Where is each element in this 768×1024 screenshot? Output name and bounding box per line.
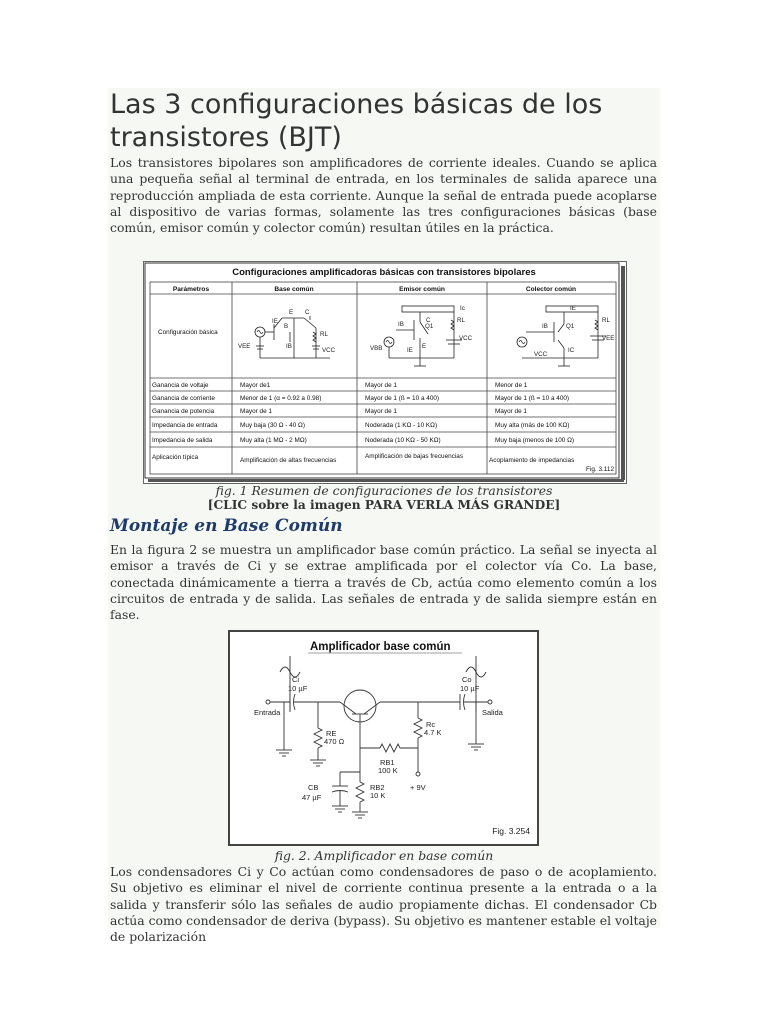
svg-text:Mayor de 1: Mayor de 1 xyxy=(495,408,527,415)
svg-text:Muy alta (más de 100 KΩ): Muy alta (más de 100 KΩ) xyxy=(495,422,570,429)
svg-text:IB: IB xyxy=(398,321,404,328)
svg-text:Ganancia de potencia: Ganancia de potencia xyxy=(152,408,215,415)
label-co-value: 10 µF xyxy=(460,684,480,693)
svg-text:C: C xyxy=(426,317,431,324)
svg-text:IC: IC xyxy=(568,347,575,354)
svg-text:E: E xyxy=(422,343,427,350)
svg-text:VCC: VCC xyxy=(459,335,473,342)
label-cb: CB xyxy=(308,783,319,792)
svg-text:Acoplamiento de impedancias: Acoplamiento de impedancias xyxy=(489,457,575,464)
fig2-number: Fig. 3.254 xyxy=(492,826,530,836)
fig1-number: Fig. 3.112 xyxy=(586,466,614,473)
svg-text:Mayor de 1: Mayor de 1 xyxy=(240,408,272,415)
svg-text:Impedancia de entrada: Impedancia de entrada xyxy=(152,422,218,429)
label-re: RE xyxy=(326,729,337,738)
label-vcc: + 9V xyxy=(410,783,426,792)
svg-text:Noderada (10 KΩ - 50 KΩ): Noderada (10 KΩ - 50 KΩ) xyxy=(365,437,441,444)
svg-text:VEE: VEE xyxy=(238,343,251,350)
figure-2-circuit-image[interactable] xyxy=(228,630,539,846)
svg-text:Amplificación de altas frecuen: Amplificación de altas frecuencias xyxy=(240,457,337,464)
header-emisor-comun: Emisor común xyxy=(399,286,445,293)
label-rb2: RB2 xyxy=(370,783,385,792)
svg-text:IE: IE xyxy=(570,305,576,312)
svg-text:IB: IB xyxy=(542,323,548,330)
label-entrada: Entrada xyxy=(254,708,281,717)
svg-text:VBB: VBB xyxy=(370,345,383,352)
svg-text:B: B xyxy=(284,323,289,330)
svg-text:Menor de 1 (α = 0.92 a 0.98): Menor de 1 (α = 0.92 a 0.98) xyxy=(240,395,322,402)
label-re-value: 470 Ω xyxy=(324,737,345,746)
label-rb2-value: 10 K xyxy=(370,791,386,800)
config-table-svg xyxy=(144,262,626,483)
svg-text:Noderada (1 KΩ - 10 KΩ): Noderada (1 KΩ - 10 KΩ) xyxy=(365,422,438,429)
label-rb1: RB1 xyxy=(380,758,395,767)
label-ci-value: 10 µF xyxy=(288,684,308,693)
label-rb1-value: 100 K xyxy=(378,766,398,775)
svg-text:VCC: VCC xyxy=(534,351,548,358)
table-title: Configuraciones amplificadoras básicas con transistores bipolares xyxy=(232,267,536,278)
svg-text:Ic: Ic xyxy=(460,305,465,312)
svg-text:VEE: VEE xyxy=(602,335,615,342)
svg-text:Muy baja (30 Ω - 40 Ω): Muy baja (30 Ω - 40 Ω) xyxy=(240,422,305,429)
svg-text:Q1: Q1 xyxy=(425,323,434,330)
svg-text:Impedancia de salida: Impedancia de salida xyxy=(152,437,213,444)
svg-text:Mayor de1: Mayor de1 xyxy=(240,382,271,389)
svg-text:RL: RL xyxy=(602,317,610,324)
section-paragraph: En la figura 2 se muestra un amplificador base común práctico. La señal se inyecta al emisor a través de Ci y se extrae amplificada por el colector vía Co. La base, conectada dinámicamente a tierra a través de Cb, actúa como elemento común a los circuitos de entrada y de salida. Las señales de entrada y de salida siempre están en fase. xyxy=(110,542,657,623)
circuit-title: Amplificador base común xyxy=(310,641,451,653)
svg-text:Muy baja (menos de 100 Ω): Muy baja (menos de 100 Ω) xyxy=(495,437,575,444)
config-label: Configuración básica xyxy=(158,329,218,336)
svg-text:IE: IE xyxy=(272,318,278,325)
header-base-comun: Base común xyxy=(274,286,314,293)
intro-paragraph: Los transistores bipolares son amplificadores de corriente ideales. Cuando se aplica una pequeña señal al terminal de entrada, en los terminales de salida aparece una reproducción ampliada de esta corriente. Aunque la señal de entrada puede acoplarse al dispositivo de varias formas, solamente las tres configuraciones básicas (base común, emisor común y colector común) resultan útiles en la práctica. xyxy=(110,155,657,236)
label-rc: Rc xyxy=(426,720,436,729)
label-cb-value: 47 µF xyxy=(302,793,322,802)
capacitors-paragraph: Los condensadores Ci y Co actúan como condensadores de paso o de acoplamiento. Su objetivo es eliminar el nivel de corriente continua presente a la entrada o a la salida y transferir sólo las señales de audio propiamente dichas. El condensador Cb actúa como condensador de deriva (bypass). Su objetivo es mantener estable el voltaje de polarización xyxy=(110,864,657,945)
svg-text:Q1: Q1 xyxy=(566,323,575,330)
figure-2-caption: fig. 2. Amplificador en base común xyxy=(274,848,494,863)
svg-text:VCC: VCC xyxy=(322,347,336,354)
svg-text:RL: RL xyxy=(457,317,465,324)
svg-text:Ganancia de corriente: Ganancia de corriente xyxy=(152,395,215,402)
label-salida: Salida xyxy=(482,708,503,717)
svg-text:Ganancia de voltaje: Ganancia de voltaje xyxy=(152,382,209,389)
figure-1-caption: fig. 1 Resumen de configuraciones de los transistores xyxy=(215,483,553,498)
svg-text:Amplificación de bajas frecuen: Amplificación de bajas frecuencias xyxy=(365,453,464,460)
svg-text:RL: RL xyxy=(320,331,328,338)
svg-text:C: C xyxy=(305,309,310,316)
svg-text:Mayor de 1: Mayor de 1 xyxy=(365,382,397,389)
svg-text:E: E xyxy=(289,309,294,316)
svg-text:Menor de 1: Menor de 1 xyxy=(495,382,528,389)
svg-text:Mayor de 1 (ß = 10 a 400): Mayor de 1 (ß = 10 a 400) xyxy=(495,395,570,402)
label-co: Co xyxy=(462,675,472,684)
section-heading-base-comun: Montaje en Base Común xyxy=(110,516,343,536)
figure-1-table-image[interactable] xyxy=(143,261,627,484)
common-base-circuit-svg xyxy=(230,632,537,844)
page-title: Las 3 configuraciones básicas de los transistores (BJT) xyxy=(110,89,603,153)
svg-text:Muy alta (1 MΩ - 2 MΩ): Muy alta (1 MΩ - 2 MΩ) xyxy=(240,437,307,444)
header-parametros: Parámetros xyxy=(172,286,210,293)
svg-text:IE: IE xyxy=(407,347,413,354)
label-rc-value: 4.7 K xyxy=(424,728,442,737)
svg-text:IB: IB xyxy=(286,343,292,350)
svg-text:Aplicación típica: Aplicación típica xyxy=(152,454,199,461)
header-colector-comun: Colector común xyxy=(525,286,577,293)
label-ci: Ci xyxy=(292,675,300,684)
enlarge-image-link[interactable]: [CLIC sobre la imagen PARA VERLA MÁS GRANDE] xyxy=(207,498,561,512)
svg-text:Mayor de 1 (ß = 10 a 400): Mayor de 1 (ß = 10 a 400) xyxy=(365,395,440,402)
svg-text:Mayor de 1: Mayor de 1 xyxy=(365,408,397,415)
